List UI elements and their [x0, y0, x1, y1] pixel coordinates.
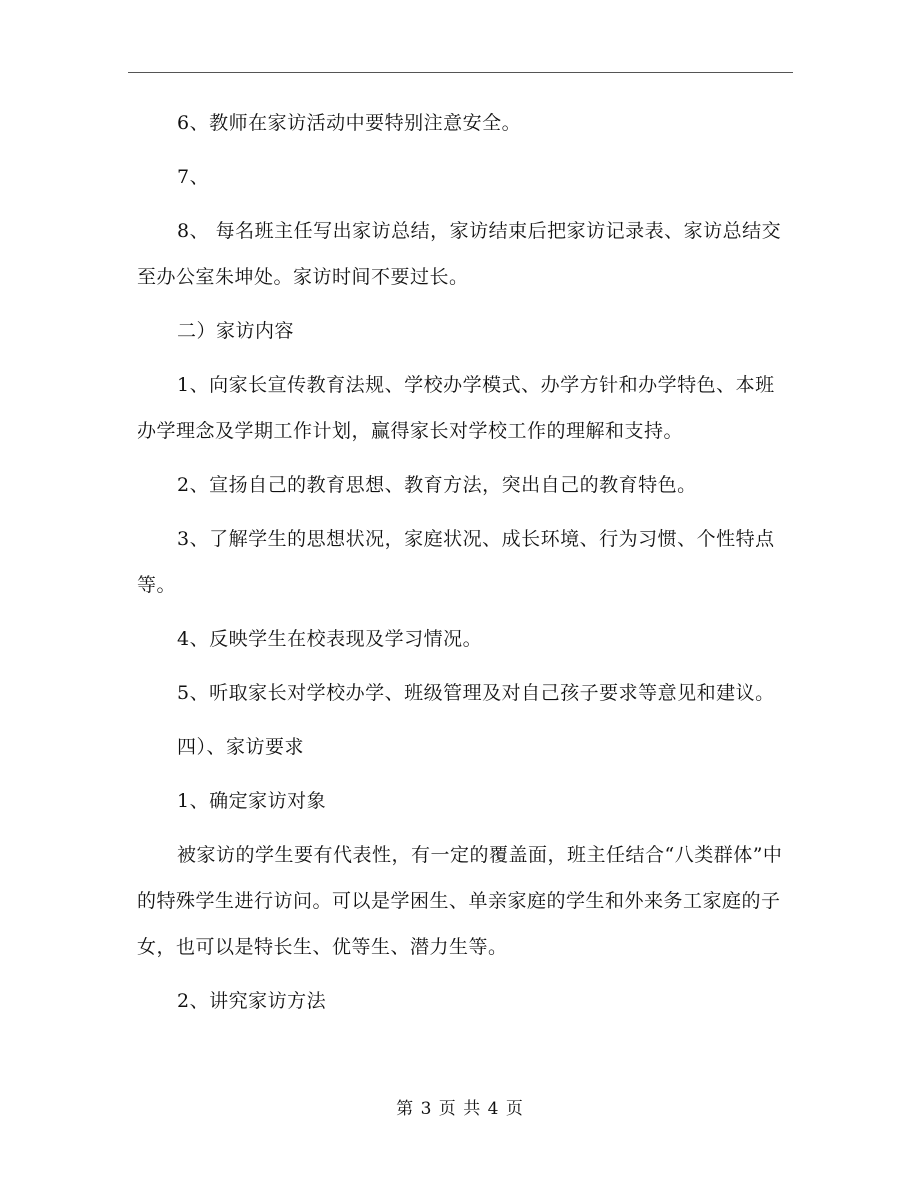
- paragraph: 6、教师在家访活动中要特别注意安全。: [177, 112, 522, 134]
- paragraph: 1、向家长宣传教育法规、学校办学模式、办学方针和办学特色、本班办学理念及学期工作计划，赢得家长对学校工作的理解和支持。: [137, 374, 775, 442]
- paragraph: 1、确定家访对象: [177, 790, 327, 812]
- section-heading: 四）、家访要求: [177, 736, 305, 758]
- paragraph: 4、反映学生在校表现及学习情况。: [177, 628, 483, 650]
- document-body: [137, 100, 792, 1024]
- section-heading: 二）家访内容: [177, 320, 295, 342]
- paragraph: 8、 每名班主任写出家访总结，家访结束后把家访记录表、家访总结交至办公室朱坤处。家访时间不要过长。: [137, 220, 782, 288]
- paragraph: 2、讲究家访方法: [177, 990, 327, 1012]
- page-number-footer: 第 3 页 共 4 页: [396, 1099, 524, 1119]
- paragraph: 7、: [177, 166, 210, 188]
- header-divider: [128, 72, 793, 73]
- paragraph: 被家访的学生要有代表性，有一定的覆盖面，班主任结合“八类群体”中的特殊学生进行访问。可以是学困生、单亲家庭的学生和外来务工家庭的子女，也可以是特长生、优等生、潜力生等。: [137, 844, 783, 958]
- paragraph: 2、宣扬自己的教育思想、教育方法，突出自己的教育特色。: [177, 474, 697, 496]
- paragraph: 3、了解学生的思想状况，家庭状况、成长环境、行为习惯、个性特点等。: [137, 528, 775, 596]
- paragraph: 5、听取家长对学校办学、班级管理及对自己孩子要求等意见和建议。: [177, 682, 775, 704]
